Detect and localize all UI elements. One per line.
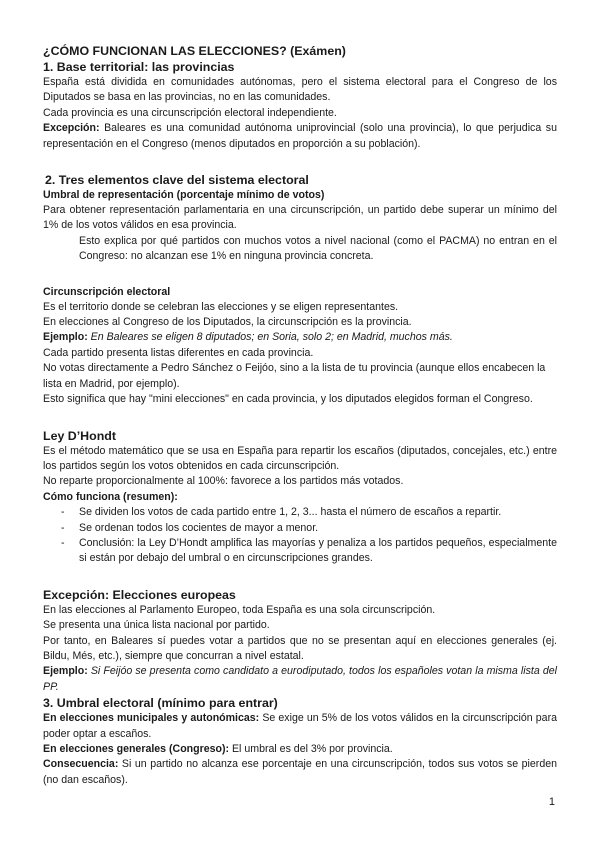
circ-paragraph-2: En elecciones al Congreso de los Diputados, la circunscripción es la provincia.: [43, 316, 412, 329]
s1-paragraph-1: España está dividida en comunidades autónomas, pero el sistema electoral para el Congreso de los Diputados se basa en las provincias, no en las comunidades.: [43, 76, 557, 104]
circ-paragraph-5: No votas directamente a Pedro Sánchez o Feijóo, sino a la lista de tu provincia (aunque ellos encabecen la lista en Madrid, por ejemplo).: [43, 362, 546, 390]
document-title: ¿CÓMO FUNCIONAN LAS ELECCIONES? (Exámen): [43, 44, 346, 58]
dhondt-steps-list: [43, 505, 557, 567]
europe-paragraph-1: En las elecciones al Parlamento Europeo, toda España es una sola circunscripción.: [43, 603, 436, 616]
europe-paragraph-4: [43, 664, 557, 695]
s3-paragraph-2: [43, 742, 557, 757]
circ-example-label: Ejemplo:: [43, 331, 88, 344]
circunscripcion-heading: Circunscripción electoral: [43, 285, 171, 298]
europe-example-label: Ejemplo:: [43, 665, 88, 678]
umbral-heading: Umbral de representación (porcentaje mínimo de votos): [43, 189, 325, 202]
umbral-paragraph-1: Para obtener representación parlamentaria en una circunscripción, un partido debe superar un mínimo del 1% de los votos válidos en esa provincia.: [43, 204, 557, 232]
s1-paragraph-2: Cada provincia es una circunscripción electoral independiente.: [43, 106, 337, 119]
section-2-heading: 2. Tres elementos clave del sistema electoral: [45, 173, 309, 188]
europe-paragraph-2: Se presenta una única lista nacional por partido.: [43, 619, 270, 632]
page-number: 1: [548, 796, 555, 808]
circ-example-text: En Baleares se eligen 8 diputados; en Soria, solo 2; en Madrid, muchos más.: [87, 331, 453, 344]
s1-exception-label: Excepción:: [43, 122, 100, 135]
umbral-paragraph-2: Esto explica por qué partidos con muchos votos a nivel nacional (como el PACMA) no entran en el Congreso: no alcanzan ese 1% en ninguna provincia concreta.: [79, 234, 557, 263]
europe-paragraph-3: Por tanto, en Baleares sí puedes votar a partidos que no se presentan aquí en elecciones generales (ej. Bildu, Més, etc.), siempre que concurran a nivel estatal.: [43, 634, 557, 662]
s3-consequence-text: Si un partido no alcanza ese porcentaje en una circunscripción, todos sus votos se pierden (no dan escaños).: [43, 758, 557, 786]
dhondt-how-label: Cómo funciona (resumen):: [43, 490, 178, 503]
s3-municipal-text: Se exige un 5% de los votos válidos en la circunscripción para poder optar a escaños.: [43, 712, 557, 740]
s3-paragraph-3: [43, 757, 557, 788]
section-3-heading: 3. Umbral electoral (mínimo para entrar): [43, 696, 278, 711]
dhondt-heading: Ley D’Hondt: [43, 428, 116, 443]
s3-consequence-label: Consecuencia:: [43, 758, 119, 771]
dhondt-paragraph-3: [43, 490, 557, 505]
circ-paragraph-6: Esto significa que hay "mini elecciones" en cada provincia, y los diputados elegidos forman el Congreso.: [43, 393, 533, 406]
europe-example-text: Si Feijóo se presenta como candidato a eurodiputado, todos los españoles votan la misma lista del PP.: [43, 665, 557, 693]
s1-exception-text: Baleares es una comunidad autónoma uniprovincial (solo una provincia), lo que perjudica su representación en el Congreso (menos diputados en proporción a su población).: [43, 122, 557, 150]
circ-paragraph-1: Es el territorio donde se celebran las elecciones y se eligen representantes.: [43, 300, 399, 313]
dhondt-paragraph-2: No reparte proporcionalmente al 100%: favorece a los partidos más votados.: [43, 475, 404, 488]
s3-paragraph-1: [43, 711, 557, 742]
list-item: - Se dividen los votos de cada partido entre 1, 2, 3... hasta el número de escaños a repartir.: [43, 505, 557, 520]
document-page: [43, 43, 557, 788]
circ-paragraph-4: Cada partido presenta listas diferentes en cada provincia.: [43, 346, 314, 359]
section-1-heading: 1. Base territorial: las provincias: [43, 60, 235, 74]
dhondt-paragraph-1: Es el método matemático que se usa en España para repartir los escaños (diputados, concejales, etc.) entre los partidos según los votos obtenidos en cada circunscripción.: [43, 444, 557, 472]
s3-general-label: En elecciones generales (Congreso):: [43, 743, 230, 755]
s3-municipal-label: En elecciones municipales y autonómicas:: [43, 712, 260, 725]
list-item: - Conclusión: la Ley D’Hondt amplifica las mayorías y penaliza a los partidos pequeños, especialmente si están por debajo del umbral o en circunscripciones grandes.: [43, 536, 557, 567]
circ-paragraph-3: [43, 330, 557, 345]
europe-heading: Excepción: Elecciones europeas: [43, 587, 236, 602]
s3-general-text: El umbral es del 3% por provincia.: [229, 743, 393, 755]
list-item: - Se ordenan todos los cocientes de mayor a menor.: [43, 521, 557, 536]
s1-paragraph-3: [43, 121, 557, 152]
